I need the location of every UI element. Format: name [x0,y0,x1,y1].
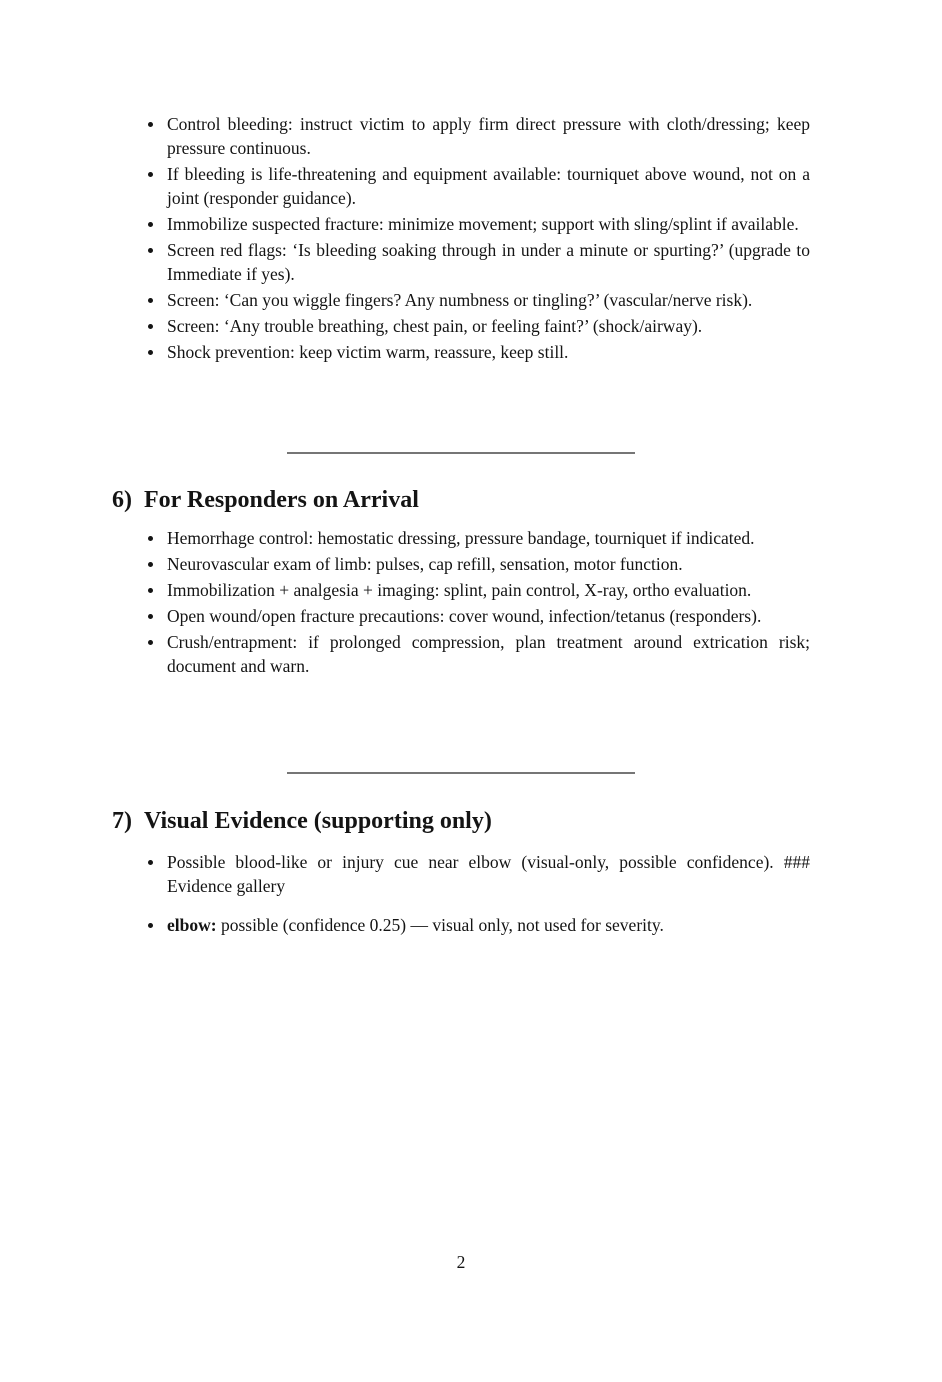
list-item-text: Neurovascular exam of limb: pulses, cap refill, sensation, motor function. [167,554,683,574]
list-item-text: Possible blood-like or injury cue near elbow (visual-only, possible confidence). ### Evidence gallery [167,852,810,896]
list-item [112,526,810,550]
list-item [112,604,810,628]
list-item-text: Screen: ‘Any trouble breathing, chest pain, or feeling faint?’ (shock/airway). [167,316,703,336]
list-item-text: Screen red flags: ‘Is bleeding soaking through in under a minute or spurting?’ (upgrade to Immediate if yes). [167,240,810,284]
list-item-text: If bleeding is life-threatening and equipment available: tourniquet above wound, not on a joint (responder guidance). [167,164,810,208]
page-number: 2 [456,1252,466,1272]
horizontal-rule [287,772,635,774]
visual-evidence-list [112,850,810,937]
list-item [112,288,810,312]
list-item [112,314,810,338]
list-item-text: Control bleeding: instruct victim to apply firm direct pressure with cloth/dressing; keep pressure continuous. [167,114,810,158]
section-heading-responders [112,486,419,514]
section-number: 7) [112,808,132,834]
list-item-text: Shock prevention: keep victim warm, reassure, keep still. [167,342,569,362]
responders-actions-list [112,526,810,678]
list-item [112,162,810,210]
text-block [112,0,810,1382]
list-item-text: Immobilization + analgesia + imaging: splint, pain control, X-ray, ortho evaluation. [167,580,752,600]
horizontal-rule [287,452,635,454]
section-title: Visual Evidence (supporting only) [144,808,492,834]
list-item [112,238,810,286]
list-item-text: Crush/entrapment: if prolonged compression, plan treatment around extrication risk; document and warn. [167,632,810,676]
list-item-text: Hemorrhage control: hemostatic dressing, pressure bandage, tourniquet if indicated. [167,528,755,548]
list-item [112,913,810,937]
list-item [112,112,810,160]
list-item-text: Screen: ‘Can you wiggle fingers? Any numbness or tingling?’ (vascular/nerve risk). [167,290,753,310]
list-item [112,212,810,236]
list-item [112,630,810,678]
section-heading-visual-evidence [112,807,492,835]
list-item-text: Immobilize suspected fracture: minimize movement; support with sling/splint if available. [167,214,799,234]
list-item [112,850,810,898]
list-item-text: Open wound/open fracture precautions: cover wound, infection/tetanus (responders). [167,606,762,626]
list-item-text: possible (confidence 0.25) — visual only, not used for severity. [216,915,664,935]
list-item [112,552,810,576]
list-item-term: elbow: [167,915,217,935]
section-title: For Responders on Arrival [144,487,419,513]
bystander-actions-list [112,112,810,364]
list-item [112,578,810,602]
list-item [112,340,810,364]
section-number: 6) [112,487,132,513]
